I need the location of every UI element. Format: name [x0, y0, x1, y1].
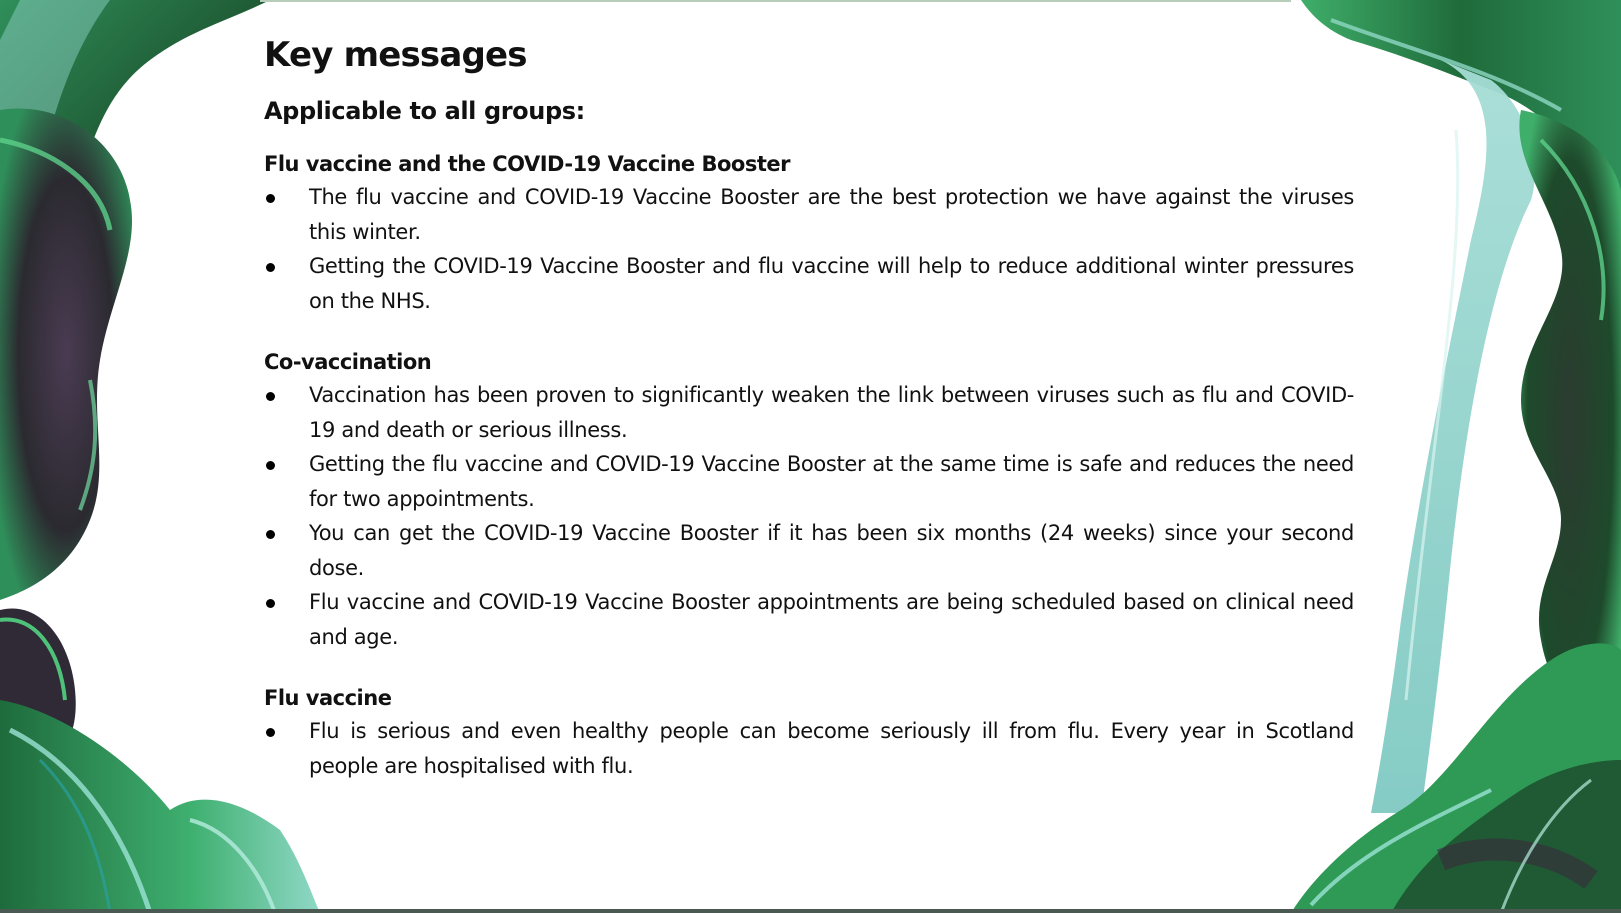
list-item-text: Flu vaccine and COVID-19 Vaccine Booster appointments are being scheduled based on clinical need and age.	[309, 590, 1354, 649]
list-item-text: You can get the COVID-19 Vaccine Booster if it has been six months (24 weeks) since your second dose.	[309, 521, 1354, 580]
top-border-line	[260, 0, 1291, 2]
list-item-text: Getting the flu vaccine and COVID-19 Vaccine Booster at the same time is safe and reduces the need for two appointments.	[309, 452, 1354, 511]
list-item-text: Vaccination has been proven to significantly weaken the link between viruses such as flu and COVID-19 and death or serious illness.	[309, 383, 1354, 442]
bottom-border-line	[0, 909, 1621, 913]
section-heading: Flu vaccine and the COVID-19 Vaccine Booster	[264, 152, 790, 176]
bullet-icon	[266, 461, 275, 470]
section-heading: Co-vaccination	[264, 350, 432, 374]
section-flu-and-covid-booster	[264, 148, 1354, 318]
bullet-list	[264, 180, 1354, 318]
bullet-list	[264, 714, 1354, 783]
list-item	[264, 585, 1354, 654]
list-item	[264, 180, 1354, 249]
list-item	[264, 249, 1354, 318]
list-item-text: Getting the COVID-19 Vaccine Booster and flu vaccine will help to reduce additional winter pressures on the NHS.	[309, 254, 1354, 313]
page-title: Key messages	[264, 35, 527, 75]
bullet-icon	[266, 530, 275, 539]
section-co-vaccination	[264, 346, 1354, 654]
list-item-text: The flu vaccine and COVID-19 Vaccine Booster are the best protection we have against the viruses this winter.	[309, 185, 1354, 244]
bullet-icon	[266, 728, 275, 737]
bullet-icon	[266, 599, 275, 608]
bullet-icon	[266, 263, 275, 272]
list-item	[264, 378, 1354, 447]
key-messages-content	[264, 26, 1354, 783]
list-item	[264, 447, 1354, 516]
bullet-list	[264, 378, 1354, 654]
bullet-icon	[266, 194, 275, 203]
page-subtitle: Applicable to all groups:	[264, 97, 585, 125]
section-flu-vaccine	[264, 682, 1354, 783]
list-item	[264, 714, 1354, 783]
bullet-icon	[266, 392, 275, 401]
list-item	[264, 516, 1354, 585]
list-item-text: Flu is serious and even healthy people can become seriously ill from flu. Every year in Scotland people are hospitalised with flu.	[309, 719, 1354, 778]
section-heading: Flu vaccine	[264, 686, 392, 710]
